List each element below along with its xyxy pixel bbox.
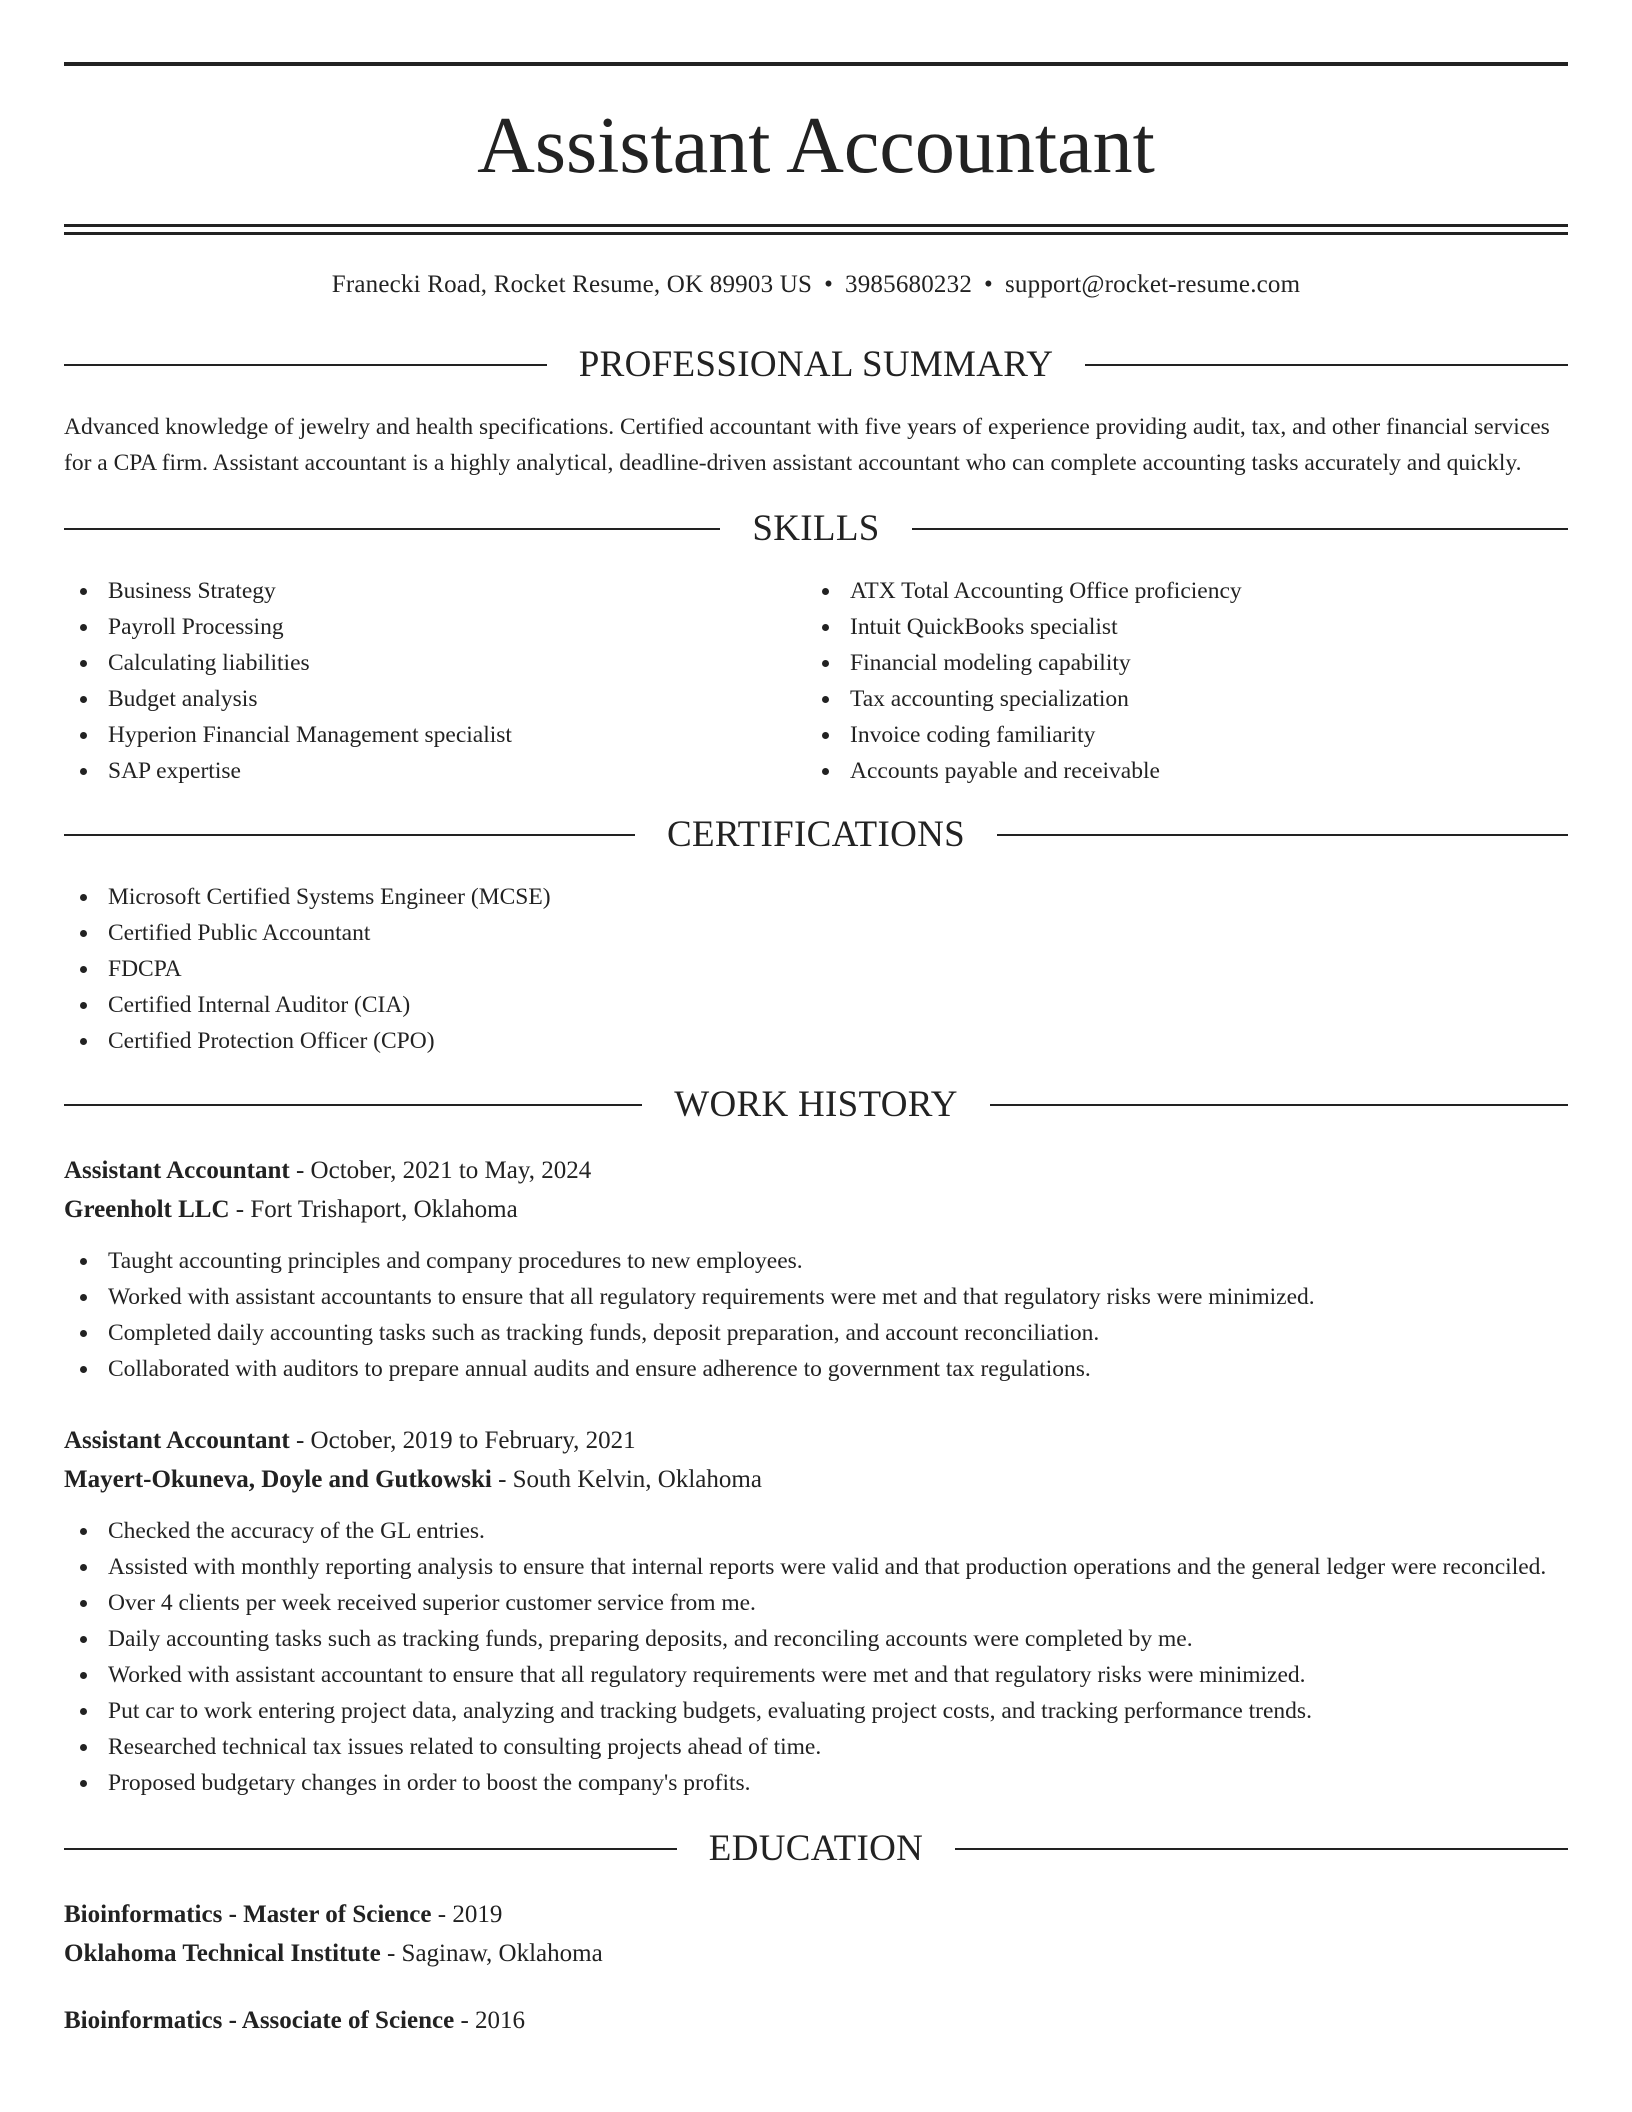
skills-columns <box>64 573 1568 789</box>
section-title-education: EDUCATION <box>708 1828 924 1869</box>
job-bullet: Worked with assistant accountants to ensure that all regulatory requirements were met and that regulatory risks were minimized. <box>64 1279 1568 1315</box>
skill-item: SAP expertise <box>64 753 806 789</box>
section-header-summary <box>64 341 1568 389</box>
skill-item: Tax accounting specialization <box>806 681 1548 717</box>
section-rule <box>64 528 720 530</box>
skills-list-right <box>806 573 1548 789</box>
skill-item: Hyperion Financial Management specialist <box>64 717 806 753</box>
job-bullet: Completed daily accounting tasks such as tracking funds, deposit preparation, and account reconciliation. <box>64 1315 1568 1351</box>
certification-item: Microsoft Certified Systems Engineer (MCSE) <box>64 879 1568 915</box>
skill-item: Accounts payable and receivable <box>806 753 1548 789</box>
education-degree-line <box>64 1895 1568 1934</box>
job-entry <box>64 1151 1568 1387</box>
section-rule <box>64 834 635 836</box>
section-title-summary: PROFESSIONAL SUMMARY <box>578 344 1054 385</box>
certification-item: Certified Protection Officer (CPO) <box>64 1023 1568 1059</box>
section-rule <box>64 364 547 366</box>
job-title: Assistant Accountant <box>64 1157 290 1184</box>
job-bullet: Researched technical tax issues related to consulting projects ahead of time. <box>64 1729 1568 1765</box>
job-bullet: Checked the accuracy of the GL entries. <box>64 1513 1568 1549</box>
skill-item: Intuit QuickBooks specialist <box>806 609 1548 645</box>
job-location: - South Kelvin, Oklahoma <box>491 1466 762 1493</box>
education-entry <box>64 2001 1568 2040</box>
contact-line <box>64 269 1568 301</box>
section-rule <box>955 1848 1568 1850</box>
education-degree: Bioinformatics - Associate of Science <box>64 2007 455 2034</box>
section-rule <box>1085 364 1568 366</box>
section-rule <box>912 528 1568 530</box>
skill-item: Payroll Processing <box>64 609 806 645</box>
job-bullet: Collaborated with auditors to prepare annual audits and ensure adherence to government tax regulations. <box>64 1351 1568 1387</box>
section-rule <box>64 1104 642 1106</box>
summary-text: Advanced knowledge of jewelry and health specifications. Certified accountant with five years of experience providing audit, tax, and other financial services for a CPA firm. Assistant accountant is a highly analytical, deadline-driven assistant accountant who can complete accounting tasks accurately and quickly. <box>64 414 1550 476</box>
top-rule <box>64 62 1568 66</box>
skill-item: Business Strategy <box>64 573 806 609</box>
section-header-certifications <box>64 811 1568 859</box>
skill-item: Invoice coding familiarity <box>806 717 1548 753</box>
contact-phone: 3985680232 <box>845 271 973 298</box>
contact-separator: • <box>984 271 993 298</box>
contact-address: Franecki Road, Rocket Resume, OK 89903 US <box>331 271 813 298</box>
certification-item: Certified Public Accountant <box>64 915 1568 951</box>
job-company: Mayert-Okuneva, Doyle and Gutkowski <box>64 1466 492 1493</box>
skill-item: Budget analysis <box>64 681 806 717</box>
section-header-work <box>64 1081 1568 1129</box>
title-rule-upper <box>64 224 1568 227</box>
resume-page <box>64 0 1568 2040</box>
job-bullets <box>64 1243 1568 1387</box>
job-dates: - October, 2019 to February, 2021 <box>289 1427 636 1454</box>
certifications-list <box>64 879 1568 1059</box>
education-year: - 2019 <box>431 1901 503 1928</box>
job-bullet: Worked with assistant accountant to ensure that all regulatory requirements were met and that regulatory risks were minimized. <box>64 1657 1568 1693</box>
skill-item: Calculating liabilities <box>64 645 806 681</box>
education-location: - Saginaw, Oklahoma <box>380 1940 603 1967</box>
job-bullet: Daily accounting tasks such as tracking funds, preparing deposits, and reconciling accounts were completed by me. <box>64 1621 1568 1657</box>
education-degree-line <box>64 2001 1568 2040</box>
job-title-line <box>64 1421 1568 1460</box>
skill-item: Financial modeling capability <box>806 645 1548 681</box>
education-school: Oklahoma Technical Institute <box>64 1940 381 1967</box>
job-company: Greenholt LLC <box>64 1196 230 1223</box>
education-entry <box>64 1895 1568 1973</box>
job-bullets <box>64 1513 1568 1801</box>
section-rule <box>997 834 1568 836</box>
job-dates: - October, 2021 to May, 2024 <box>289 1157 592 1184</box>
job-bullet: Assisted with monthly reporting analysis to ensure that internal reports were valid and that production operations and the general ledger were reconciled. <box>64 1549 1568 1585</box>
job-title: Assistant Accountant <box>64 1427 290 1454</box>
skill-item: ATX Total Accounting Office proficiency <box>806 573 1548 609</box>
section-title-certifications: CERTIFICATIONS <box>667 814 965 855</box>
certification-item: FDCPA <box>64 951 1568 987</box>
job-bullet: Put car to work entering project data, analyzing and tracking budgets, evaluating project costs, and tracking performance trends. <box>64 1693 1568 1729</box>
resume-title: Assistant Accountant <box>477 102 1155 190</box>
job-entry <box>64 1421 1568 1801</box>
contact-separator: • <box>824 271 834 298</box>
section-title-skills: SKILLS <box>752 508 880 549</box>
job-title-line <box>64 1151 1568 1190</box>
job-company-line <box>64 1190 1568 1229</box>
section-rule <box>990 1104 1568 1106</box>
title-rule-lower <box>64 232 1568 235</box>
skills-list-left <box>64 573 806 789</box>
education-year: - 2016 <box>454 2007 526 2034</box>
education-school-line <box>64 1934 1568 1973</box>
section-rule <box>64 1848 677 1850</box>
section-header-skills <box>64 505 1568 553</box>
job-company-line <box>64 1460 1568 1499</box>
job-bullet: Over 4 clients per week received superior customer service from me. <box>64 1585 1568 1621</box>
section-header-education <box>64 1825 1568 1873</box>
job-bullet: Taught accounting principles and company procedures to new employees. <box>64 1243 1568 1279</box>
education-degree: Bioinformatics - Master of Science <box>64 1901 432 1928</box>
job-location: - Fort Trishaport, Oklahoma <box>229 1196 518 1223</box>
section-title-work: WORK HISTORY <box>674 1084 958 1125</box>
contact-email: support@rocket-resume.com <box>1004 271 1301 298</box>
job-bullet: Proposed budgetary changes in order to boost the company's profits. <box>64 1765 1568 1801</box>
certification-item: Certified Internal Auditor (CIA) <box>64 987 1568 1023</box>
